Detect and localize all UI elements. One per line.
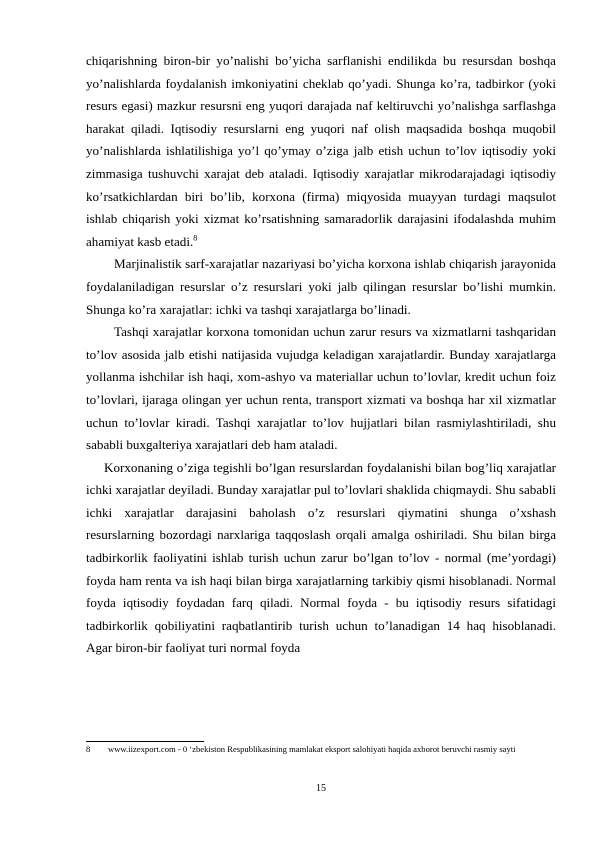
paragraph-external-costs: Tashqi xarajatlar korxona tomonidan uchun zarur resurs va xizmatlarni tashqaridan to’lov asosida jalb etishi natijasida vujudga keladigan xarajatlardir. Bunday xarajatlarga yollanma ishchilar ish haqi, xom-ashyo va materiallar uchun to’lovlar, kredit uchun foiz to’lovlari, ijaraga olingan yer uchun renta, transport xizmati va boshqa har xil xizmatlar uchun to’lovlar kiradi. Tashqi xarajatlar to’lov hujjatlari bilan rasmiylashtiriladi, shu sababli buxgalteriya xarajatlari deb ham ataladi. bbox=[86, 324, 556, 453]
footnote bbox=[86, 743, 556, 756]
paragraph-marginalist-theory: Marjinalistik sarf-xarajatlar nazariyasi bo’yicha korxona ishlab chiqarish jarayonida foydalaniladigan resurslar o’z resurslari yoki jalb qilingan resurslar bo’lishi mumkin. Shunga ko’ra xarajatlar: ichki va tashqi xarajatlarga bo’linadi. bbox=[86, 256, 556, 317]
footnote-number: 8 bbox=[86, 744, 91, 754]
page-number: 15 bbox=[316, 783, 326, 794]
paragraph-internal-costs: Korxonaning o’ziga tegishli bo’lgan resurslardan foydalanishi bilan bog’liq xarajatlar ichki xarajatlar deyiladi. Bunday xarajatlar pul to’lovlari shaklida chiqmaydi. Shu sababli ichki xarajatlar darajasini baholash o’z resurslari qiymatini shunga o’xshash resurslarning bozordagi narxlariga taqqoslash orqali amalga oshiriladi. Shu bilan birga tadbirkorlik faoliyatini ishlab turish uchun zarur bo’lgan to’lov - normal (me’yordagi) foyda ham renta va ish haqi bilan birga xarajatlarning tarkibiy qismi hisoblanadi. Normal foyda iqtisodiy foydadan farq qiladi. Normal foyda - bu iqtisodiy resurs sifatidagi tadbirkorlik qobiliyatini raqbatlantirib turish uchun to’lanadigan 14 haq hisoblanadi. Agar biron-bir faoliyat turi normal foyda bbox=[86, 459, 556, 656]
footnote-reference[interactable]: 8 bbox=[193, 233, 198, 243]
footnote-divider bbox=[86, 741, 204, 742]
paragraph-economic-costs: chiqarishning biron-bir yo’nalishi bo’yicha sarflanishi endilikda bu resursdan boshqa yo’nalishlarda foydalanish imkoniyatini cheklab qo’yadi. Shunga ko’ra, tadbirkor (yoki resurs egasi) mazkur resursni eng yuqori darajada naf keltiruvchi yo’nalishga sarflashga harakat qiladi. Iqtisodiy resurslarni eng yuqori naf olish maqsadida boshqa muqobil yo’nalishlarda ishlatilishiga yo’l qo’ymay o’ziga jalb etish uchun to’lov iqtisodiy yoki zimmasiga tushuvchi xarajat deb ataladi. Iqtisodiy xarajatlar mikrodarajadagi iqtisodiy ko’rsatkichlardan biri bo’lib, korxona (firma) miqyosida muayyan turdagi maqsulot ishlab chiqarish yoki xizmat ko’rsatishning samaradorlik darajasini ifodalashda muhim ahamiyat kasb etadi.$^8$ bbox=[86, 53, 556, 249]
body-text bbox=[86, 50, 556, 660]
footnote-text: www.iizexport.com - 0 ‘zbekiston Respublikasining mamlakat eksport salohiyati haqida axborot beruvchi rasmiy sayti bbox=[108, 744, 516, 754]
